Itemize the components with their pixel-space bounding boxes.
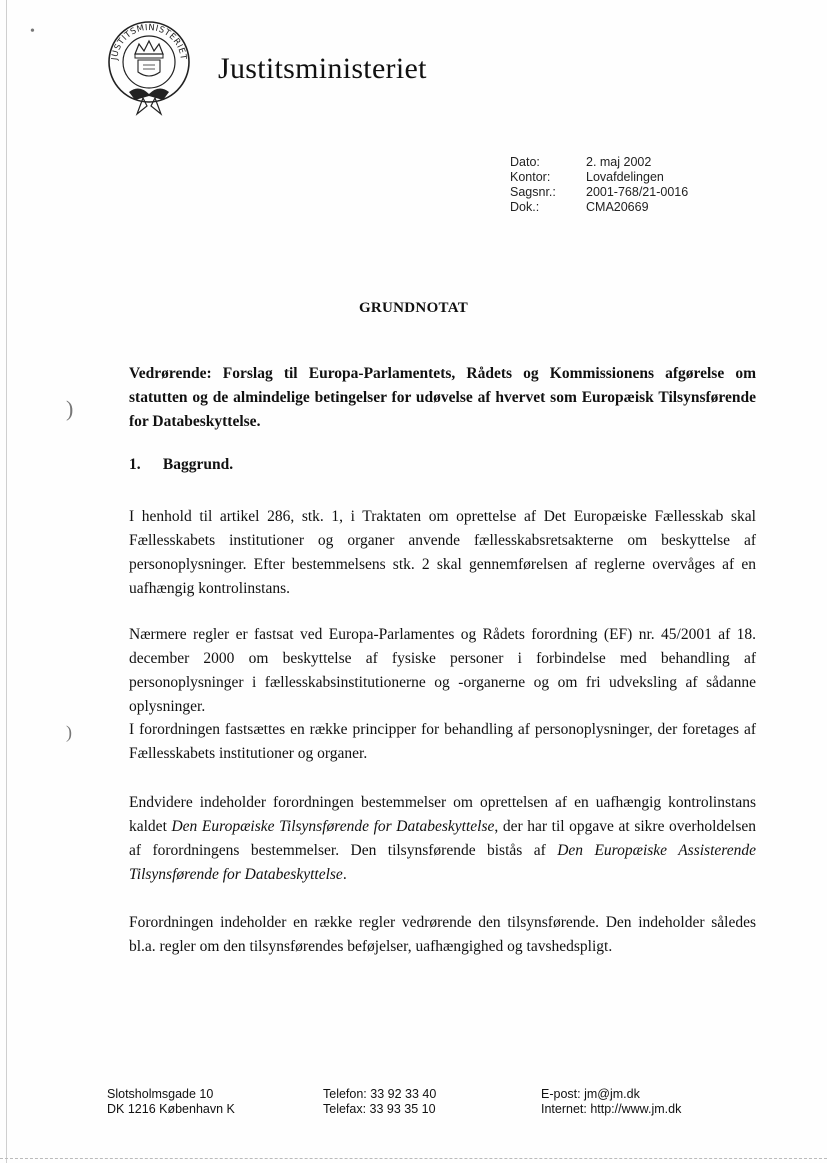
meta-row-case-number	[510, 185, 688, 200]
fax-number: Telefax: 33 93 35 10	[323, 1102, 436, 1116]
meta-value: 2001-768/21-0016	[586, 185, 689, 199]
website-address: Internet: http://www.jm.dk	[541, 1102, 682, 1116]
meta-label: Kontor:	[510, 170, 551, 184]
ministry-name: Justitsministeriet	[218, 52, 427, 85]
address-city: DK 1216 København K	[107, 1102, 235, 1116]
ministry-seal-icon	[103, 18, 195, 118]
meta-value: CMA20669	[586, 200, 649, 214]
footer-address	[107, 1087, 235, 1117]
document-title: GRUNDNOTAT	[358, 300, 469, 316]
phone-number: Telefon: 33 92 33 40	[323, 1087, 437, 1101]
paragraph: Forordningen indeholder en række regler vedrørende den tilsynsførende. Den indeholder således bl.a. regler om den tilsynsførendes beføjelser, uafhængighed og tavshedspligt.	[129, 914, 756, 955]
punch-hole-mark: )	[66, 396, 74, 421]
paragraph	[129, 791, 756, 887]
scan-bottom-line	[0, 1158, 827, 1160]
scan-speck: •	[30, 24, 35, 39]
meta-row-date	[510, 155, 688, 170]
address-street: Slotsholmsgade 10	[107, 1087, 214, 1101]
meta-label: Sagsnr.:	[510, 185, 556, 199]
meta-value: Lovafdelingen	[586, 170, 664, 184]
paragraph-text: Endvidere indeholder forordningen bestemmelser om oprettelsen af en uafhængig kontrolinstans kaldet	[129, 794, 756, 835]
scan-edge-line	[6, 0, 7, 1163]
paragraph: Nærmere regler er fastsat ved Europa-Parlamentes og Rådets forordning (EF) nr. 45/2001 af 18. december 2000 om beskyttelse af fysiske personer i forbindelse med behandling af personoplysninger i fællesskabsinstitutionerne og -organerne og om fri udveksling af sådanne oplysninger.	[129, 626, 756, 715]
footer-phone	[323, 1087, 436, 1117]
section-number: 1.	[129, 456, 141, 473]
italic-term: Den Europæiske Assisterende Tilsynsførende for Databeskyttelse	[129, 842, 756, 883]
svg-text:JUSTITSMINISTERIET: JUSTITSMINISTERIET	[110, 22, 189, 61]
paragraph-text: .	[342, 866, 347, 883]
meta-row-office	[510, 170, 688, 185]
paragraph: I henhold til artikel 286, stk. 1, i Traktaten om oprettelse af Det Europæiske Fællesskab skal Fællesskabets institutioner og organer anvende fællesskabsretsakterne om beskyttelse af personoplysninger. Efter bestemmelsens stk. 2 skal gennemførelsen af reglerne overvåges af en uafhængig kontrolinstans.	[129, 508, 756, 597]
meta-value: 2. maj 2002	[586, 155, 652, 169]
meta-label: Dok.:	[510, 200, 540, 214]
paragraph-text: , der har til opgave at sikre overholdelsen af forordningens bestemmelser. Den tilsynsførende bistås af	[129, 818, 756, 859]
email-address: E-post: jm@jm.dk	[541, 1087, 640, 1101]
section-title: Baggrund.	[162, 456, 234, 473]
punch-hole-mark: )	[66, 722, 72, 742]
document-meta	[510, 155, 688, 215]
italic-term: Den Europæiske Tilsynsførende for Databeskyttelse	[171, 818, 495, 835]
meta-row-document	[510, 200, 688, 215]
footer-contact	[541, 1087, 681, 1117]
subject-paragraph: Vedrørende: Forslag til Europa-Parlamentets, Rådets og Kommissionens afgørelse om statutten og de almindelige betingelser for udøvelse af hvervet som Europæisk Tilsynsførende for Databeskyttelse.	[129, 365, 756, 430]
paragraph: I forordningen fastsættes en række principper for behandling af personoplysninger, der foretages af Fællesskabets institutioner og organer.	[129, 721, 756, 762]
section-heading	[129, 456, 233, 474]
meta-label: Dato:	[510, 155, 540, 169]
